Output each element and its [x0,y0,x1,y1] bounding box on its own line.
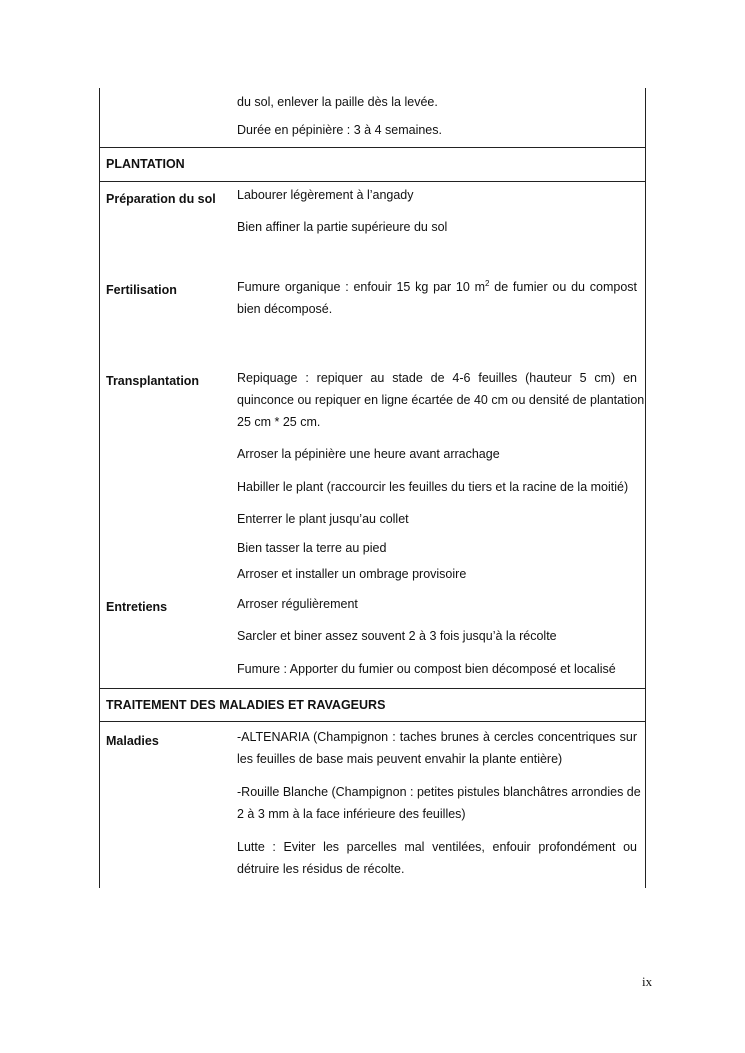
text-line: Enterrer le plant jusqu’au collet [237,512,409,526]
text-line: Fumure : Apporter du fumier ou compost bien décomposé et localisé [237,662,616,676]
text-line: Fumure organique : enfouir 15 kg par 10 $m^2$ de fumier ou du compost [237,278,637,294]
table-left-border [99,88,100,888]
text-line: Labourer légèrement à l’angady [237,188,414,202]
text-line: Arroser la pépinière une heure avant arrachage [237,447,500,461]
page-number: ix [642,974,653,989]
row-divider [99,181,646,182]
text-line: 25 cm * 25 cm. [237,415,321,429]
row-divider [99,147,646,148]
text-line: -Rouille Blanche (Champignon : petites pistules blanchâtres arrondies de [237,785,641,799]
row-label-maladies: Maladies [106,734,159,748]
row-label-preparation: Préparation du sol [106,192,216,206]
text-line: 2 à 3 mm à la face inférieure des feuilles) [237,807,466,821]
text-line: Bien tasser la terre au pied [237,541,387,555]
table-right-border [645,88,646,888]
text-line: -ALTENARIA (Champignon : taches brunes à cercles concentriques sur [237,730,637,744]
text-line: Sarcler et biner assez souvent 2 à 3 fois jusqu’à la récolte [237,629,557,643]
text-line: Durée en pépinière : 3 à 4 semaines. [237,123,442,137]
row-label-transplantation: Transplantation [106,374,200,388]
text-line: les feuilles de base mais peuvent envahir la plante entière) [237,752,563,766]
row-label-fertilisation: Fertilisation [106,283,177,297]
text-line: Lutte : Eviter les parcelles mal ventilées, enfouir profondément ou [237,840,637,854]
row-divider [99,688,646,689]
text-line: Habiller le plant (raccourcir les feuilles du tiers et la racine de la moitié) [237,480,629,494]
text-line: Repiquage : repiquer au stade de 4-6 feuilles (hauteur 5 cm) en [237,371,637,385]
row-divider [99,721,646,722]
text-line: du sol, enlever la paille dès la levée. [237,95,438,109]
text-line: Arroser et installer un ombrage provisoire [237,567,467,581]
row-label-entretiens: Entretiens [106,600,168,614]
text-line: Arroser régulièrement [237,597,358,611]
section-header-plantation: PLANTATION [106,157,185,171]
text-line: bien décomposé. [237,302,333,316]
text-line: détruire les résidus de récolte. [237,862,405,876]
section-header-traitement: TRAITEMENT DES MALADIES ET RAVAGEURS [106,698,386,712]
text-line: Bien affiner la partie supérieure du sol [237,220,448,234]
text-line: quinconce ou repiquer en ligne écartée de 40 cm ou densité de plantation [237,393,645,407]
